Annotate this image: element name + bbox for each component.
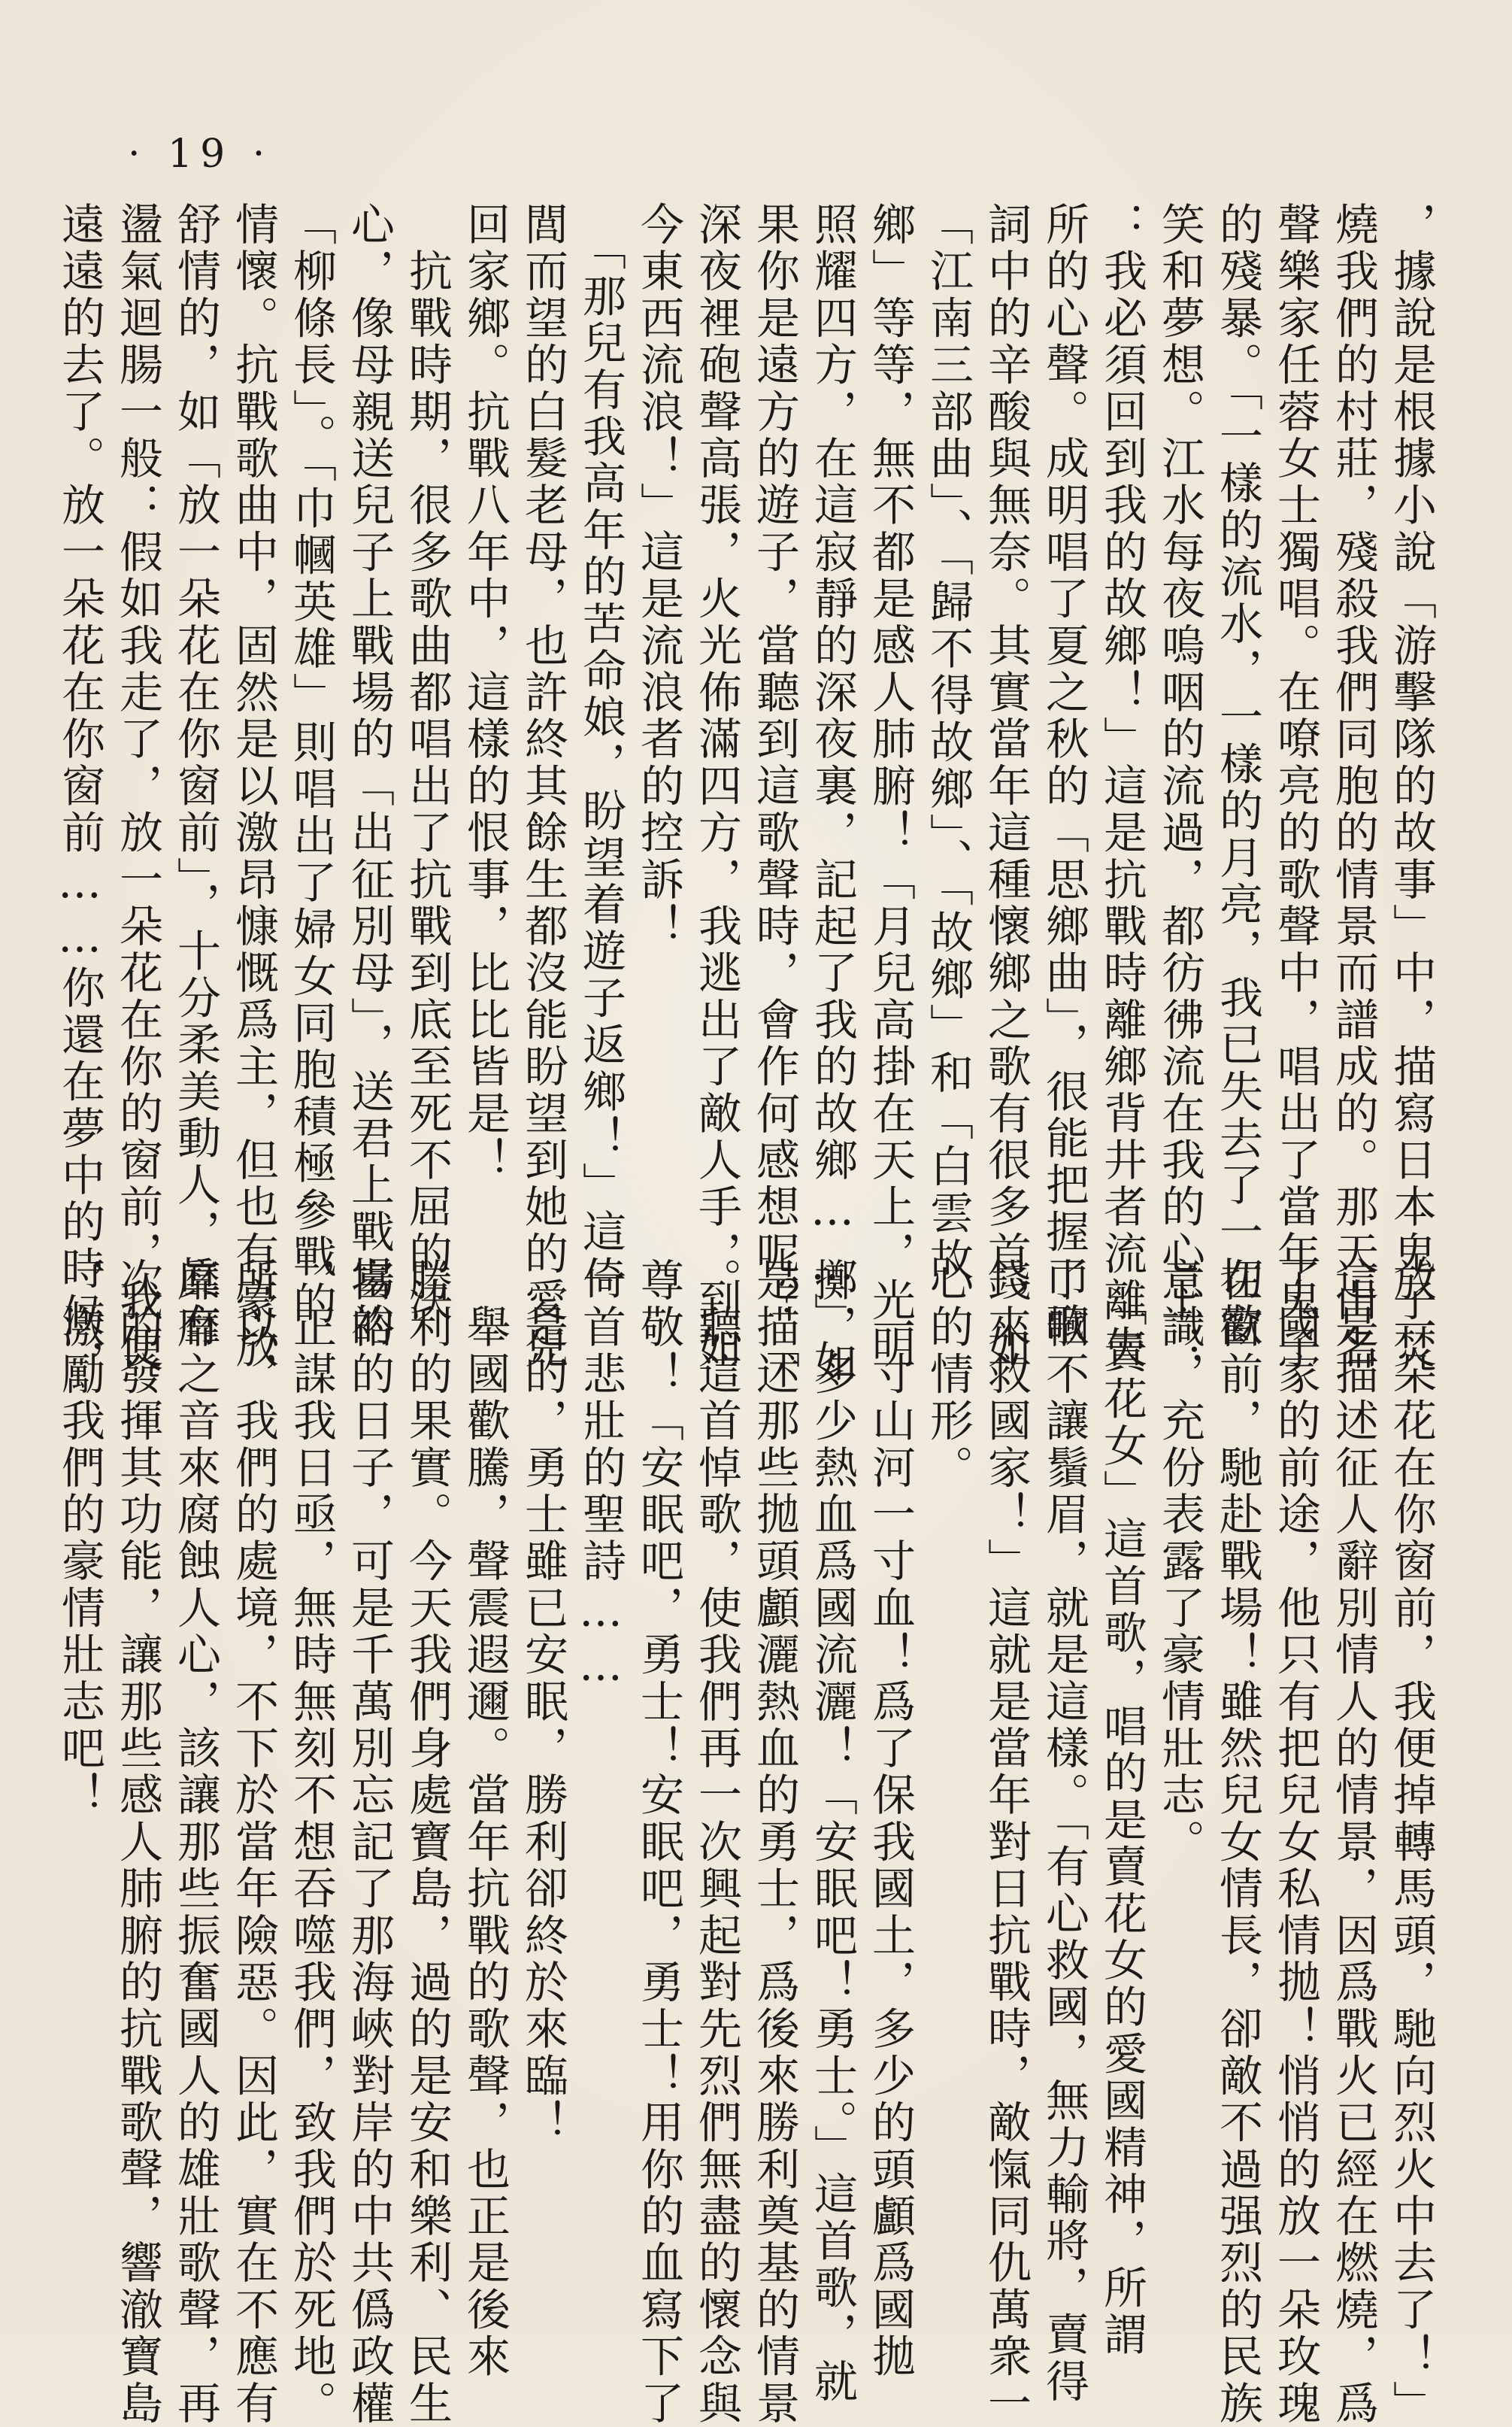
text-column: 「賣花女」這首歌，唱的是賣花女的愛國精神，所謂 xyxy=(1096,1257,1147,2359)
text-column: 盪氣迴腸一般：假如我走了，放一朵花在你的窗前，我便 xyxy=(112,202,163,1371)
text-column: 聲樂家任蓉女士獨唱。在嘹亮的歌聲中，唱出了當年鬼子 xyxy=(1270,202,1321,1371)
text-column: 了國家的前途，他只有把兒女私情拋！悄悄的放一朵玫瑰 xyxy=(1270,1257,1321,2427)
text-column: 這是描述征人辭別情人的情景，因爲戰火已經在燃燒，爲 xyxy=(1328,1257,1379,2427)
text-column: 「柳條長」。「巾幗英雄」則唱出了婦女同胞積極參戰的 xyxy=(286,202,337,1327)
text-column: ：我必須回到我的故鄉！」這是抗戰時離鄉背井者流離失 xyxy=(1096,202,1147,1371)
text-column: 情懷。抗戰歌曲中，固然是以激昂慷慨爲主，但也有豪放 xyxy=(228,202,279,1371)
text-column: 意識，充份表露了豪情壯志。 xyxy=(1154,1257,1205,1866)
text-column: 回家鄉。抗戰八年中，這樣的恨事，比比皆是！ xyxy=(459,202,511,1185)
lower-text-block xyxy=(44,1257,1437,2427)
text-column: 閭而望的白髮老母，也許終其餘生都沒能盼望到她的愛兒 xyxy=(517,202,568,1371)
text-column: 舒情的，如「放一朵花在你窗前」，十分柔美動人，眞有 xyxy=(170,202,221,1349)
text-column: 照耀四方，在這寂靜的深夜裏，記起了我的故鄉……」如 xyxy=(807,202,858,1386)
text-column: 心的情形。 xyxy=(923,1257,974,1491)
text-column: 尊敬！「安眠吧，勇士！安眠吧，勇士！用你的血寫下了 xyxy=(633,1257,684,2427)
text-column: 的殘暴。「一樣的流水，一樣的月亮，我已失去了一切歡 xyxy=(1212,202,1263,1349)
text-column: 錢來救國家！」這就是當年對日抗戰時，敵愾同仇萬衆一 xyxy=(980,1257,1032,2427)
text-column: ，正謀我日亟，無時無刻不想吞噬我們，致我們於死地。 xyxy=(286,1257,337,2427)
text-column: 深夜裡砲聲高張，火光佈滿四方，我逃出了敵人手，到如 xyxy=(691,202,742,1371)
text-column: 富裕的日子，可是千萬別忘記了那海峽對岸的中共僞政權 xyxy=(344,1257,395,2427)
text-column: 在窗前，馳赴戰場！雖然兒女情長，卻敵不過强烈的民族 xyxy=(1212,1257,1263,2427)
text-column: 靡靡之音來腐蝕人心，該讓那些振奮國人的雄壯歌聲，再 xyxy=(170,1257,221,2427)
text-column: 抗戰時期，很多歌曲都唱出了抗戰到底至死不屈的決 xyxy=(401,202,453,1324)
text-column: 燒我們的村莊，殘殺我們同胞的情景而譜成的。那天由名 xyxy=(1328,202,1379,1371)
text-column: 今東西流浪！」這是流浪者的控訴！ xyxy=(633,202,684,951)
text-column: 所以，我們的處境，不下於當年險惡。因此，實在不應有 xyxy=(228,1257,279,2427)
text-column: 放一朵花在你窗前，我便掉轉馬頭，馳向烈火中去了！」 xyxy=(1386,1257,1437,2427)
text-column: 次的發揮其功能，讓那些感人肺腑的抗戰歌聲，響澈寶島 xyxy=(112,1257,163,2427)
text-column: 舉國歡騰，聲震遐邇。當年抗戰的歌聲，也正是後來 xyxy=(459,1257,511,2380)
text-column: 擲，多少熱血爲國流灑！「安眠吧！勇士。」這首歌，就 xyxy=(807,1257,858,2405)
text-column: 笑和夢想。江水每夜嗚咽的流過，都彷彿流在我的心上： xyxy=(1154,202,1205,1371)
text-column: 一寸山河一寸血！爲了保我國土，多少的頭顱爲國拋 xyxy=(865,1257,916,2380)
text-column: 是的，勇士雖已安眠，勝利卻終於來臨！ xyxy=(517,1257,568,2146)
text-column: ，據說是根據小說「游擊隊的故事」中，描寫日本鬼子焚 xyxy=(1386,202,1437,1371)
text-column: 巾幗不讓鬚眉，就是這樣。「有心救國，無力輸將，賣得 xyxy=(1038,1257,1089,2405)
text-column: 一首悲壯的聖詩…… xyxy=(575,1257,626,1694)
text-column: 遠遠的去了。放一朵花在你窗前……你還在夢中的時候， xyxy=(54,202,105,1386)
text-column: 詞中的辛酸與無奈。其實當年這種懷鄉之歌有很多首，如 xyxy=(980,202,1032,1371)
text-column: 。聽這首悼歌，使我們再一次興起對先烈們無盡的懷念與 xyxy=(691,1257,742,2427)
text-column: 所的心聲。成明唱了夏之秋的「思鄉曲」，很能把握了歌 xyxy=(1038,202,1089,1349)
text-column: 勝利的果實。今天我們身處寶島，過的是安和樂利、民生 xyxy=(401,1257,453,2427)
text-column: 「那兒有我高年的苦命娘，盼望着遊子返鄉！」這倚 xyxy=(575,202,626,1303)
text-column: 果你是遠方的遊子，當聽到這歌聲時，會作何感想呢？「 xyxy=(749,202,800,1371)
text-column: 是描述那些拋頭顱灑熱血的勇士，爲後來勝利奠基的情景 xyxy=(749,1257,800,2427)
page-number: · 19 · xyxy=(128,132,273,177)
text-column: 「江南三部曲」、「歸不得故鄉」、「故鄉」和「白雲故 xyxy=(923,202,974,1284)
text-column: ，激勵我們的豪情壯志吧！ xyxy=(54,1257,105,1819)
text-column: 鄉」等等，無不都是感人肺腑！「月兒高掛在天上，光明 xyxy=(865,202,916,1371)
text-column: 心，像母親送兒子上戰場的「出征別母」，送君上戰場的 xyxy=(344,202,395,1349)
